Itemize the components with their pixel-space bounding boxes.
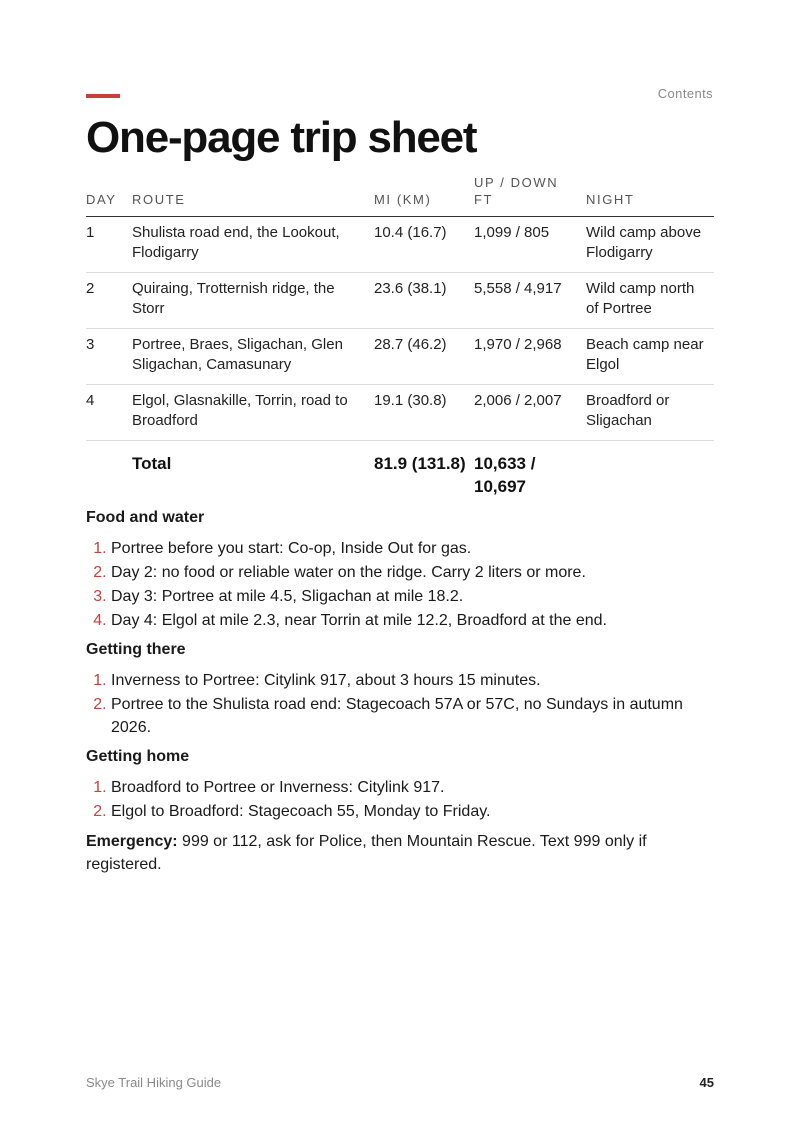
page-title: One-page trip sheet (86, 113, 477, 162)
table-row (86, 273, 714, 329)
list-item: 2. Elgol to Broadford: Stagecoach 55, Monday to Friday. (111, 800, 714, 823)
notes-section (86, 507, 714, 876)
cell-mi: 23.6 (38.1) (374, 273, 474, 329)
header-night: NIGHT (586, 174, 714, 217)
food-list (86, 537, 714, 632)
table-row (86, 217, 714, 273)
cell-updown: 5,558 / 4,917 (474, 273, 586, 329)
page-number: 45 (699, 1075, 714, 1090)
list-item: 1. Inverness to Portree: Citylink 917, about 3 hours 15 minutes. (111, 669, 714, 692)
table-header-row (86, 174, 714, 217)
cell-route: Shulista road end, the Lookout, Flodigarry (132, 217, 374, 273)
cell-night-empty (586, 441, 714, 508)
list-item: 3. Day 3: Portree at mile 4.5, Sligachan at mile 18.2. (111, 585, 714, 608)
cell-route: Elgol, Glasnakille, Torrin, road to Broadford (132, 385, 374, 441)
total-label: Total (132, 454, 172, 473)
trip-table (86, 174, 714, 507)
getting-there-list (86, 669, 714, 739)
table-row (86, 385, 714, 441)
cell-night: Beach camp near Elgol (586, 329, 714, 385)
cell-night: Broadford or Sligachan (586, 385, 714, 441)
table-total-row (86, 441, 714, 508)
cell-day: 3 (86, 329, 132, 385)
cell-mi: 19.1 (30.8) (374, 385, 474, 441)
cell-night: Wild camp above Flodigarry (586, 217, 714, 273)
cell-night: Wild camp north of Portree (586, 273, 714, 329)
header-route: ROUTE (132, 174, 374, 217)
cell-day-empty (86, 441, 132, 508)
header-mi: MI (KM) (374, 174, 474, 217)
list-item: 1. Broadford to Portree or Inverness: Citylink 917. (111, 776, 714, 799)
footer-book-title: Skye Trail Hiking Guide (86, 1075, 222, 1090)
table-row (86, 329, 714, 385)
list-item: 1. Portree before you start: Co-op, Inside Out for gas. (111, 537, 714, 560)
getting-home-heading: Getting home (86, 748, 190, 765)
list-item: 2. Day 2: no food or reliable water on the ridge. Carry 2 liters or more. (111, 561, 714, 584)
emergency-note (86, 830, 714, 876)
header-updown: UP / DOWN FT (474, 174, 586, 217)
cell-route: Portree, Braes, Sligachan, Glen Sligachan, Camasunary (132, 329, 374, 385)
getting-home-list (86, 776, 714, 823)
cell-day: 4 (86, 385, 132, 441)
list-item: 4. Day 4: Elgol at mile 2.3, near Torrin at mile 12.2, Broadford at the end. (111, 609, 714, 632)
emergency-text: 999 or 112, ask for Police, then Mountain Rescue. Text 999 only if registered. (86, 833, 647, 873)
getting-there-heading: Getting there (86, 641, 186, 658)
cell-updown: 1,099 / 805 (474, 217, 586, 273)
accent-bar (86, 94, 120, 98)
total-mi: 81.9 (131.8) (374, 454, 466, 473)
section-label: Contents (657, 86, 713, 101)
emergency-label: Emergency: (86, 833, 178, 850)
cell-day: 1 (86, 217, 132, 273)
cell-mi: 28.7 (46.2) (374, 329, 474, 385)
cell-mi: 10.4 (16.7) (374, 217, 474, 273)
cell-updown: 2,006 / 2,007 (474, 385, 586, 441)
list-item: 2. Portree to the Shulista road end: Stagecoach 57A or 57C, no Sundays in autumn 2026. (111, 693, 714, 739)
cell-updown: 1,970 / 2,968 (474, 329, 586, 385)
cell-day: 2 (86, 273, 132, 329)
cell-route: Quiraing, Trotternish ridge, the Storr (132, 273, 374, 329)
total-updown: 10,633 / 10,697 (474, 454, 536, 496)
food-heading: Food and water (86, 509, 205, 526)
header-day: DAY (86, 174, 132, 217)
